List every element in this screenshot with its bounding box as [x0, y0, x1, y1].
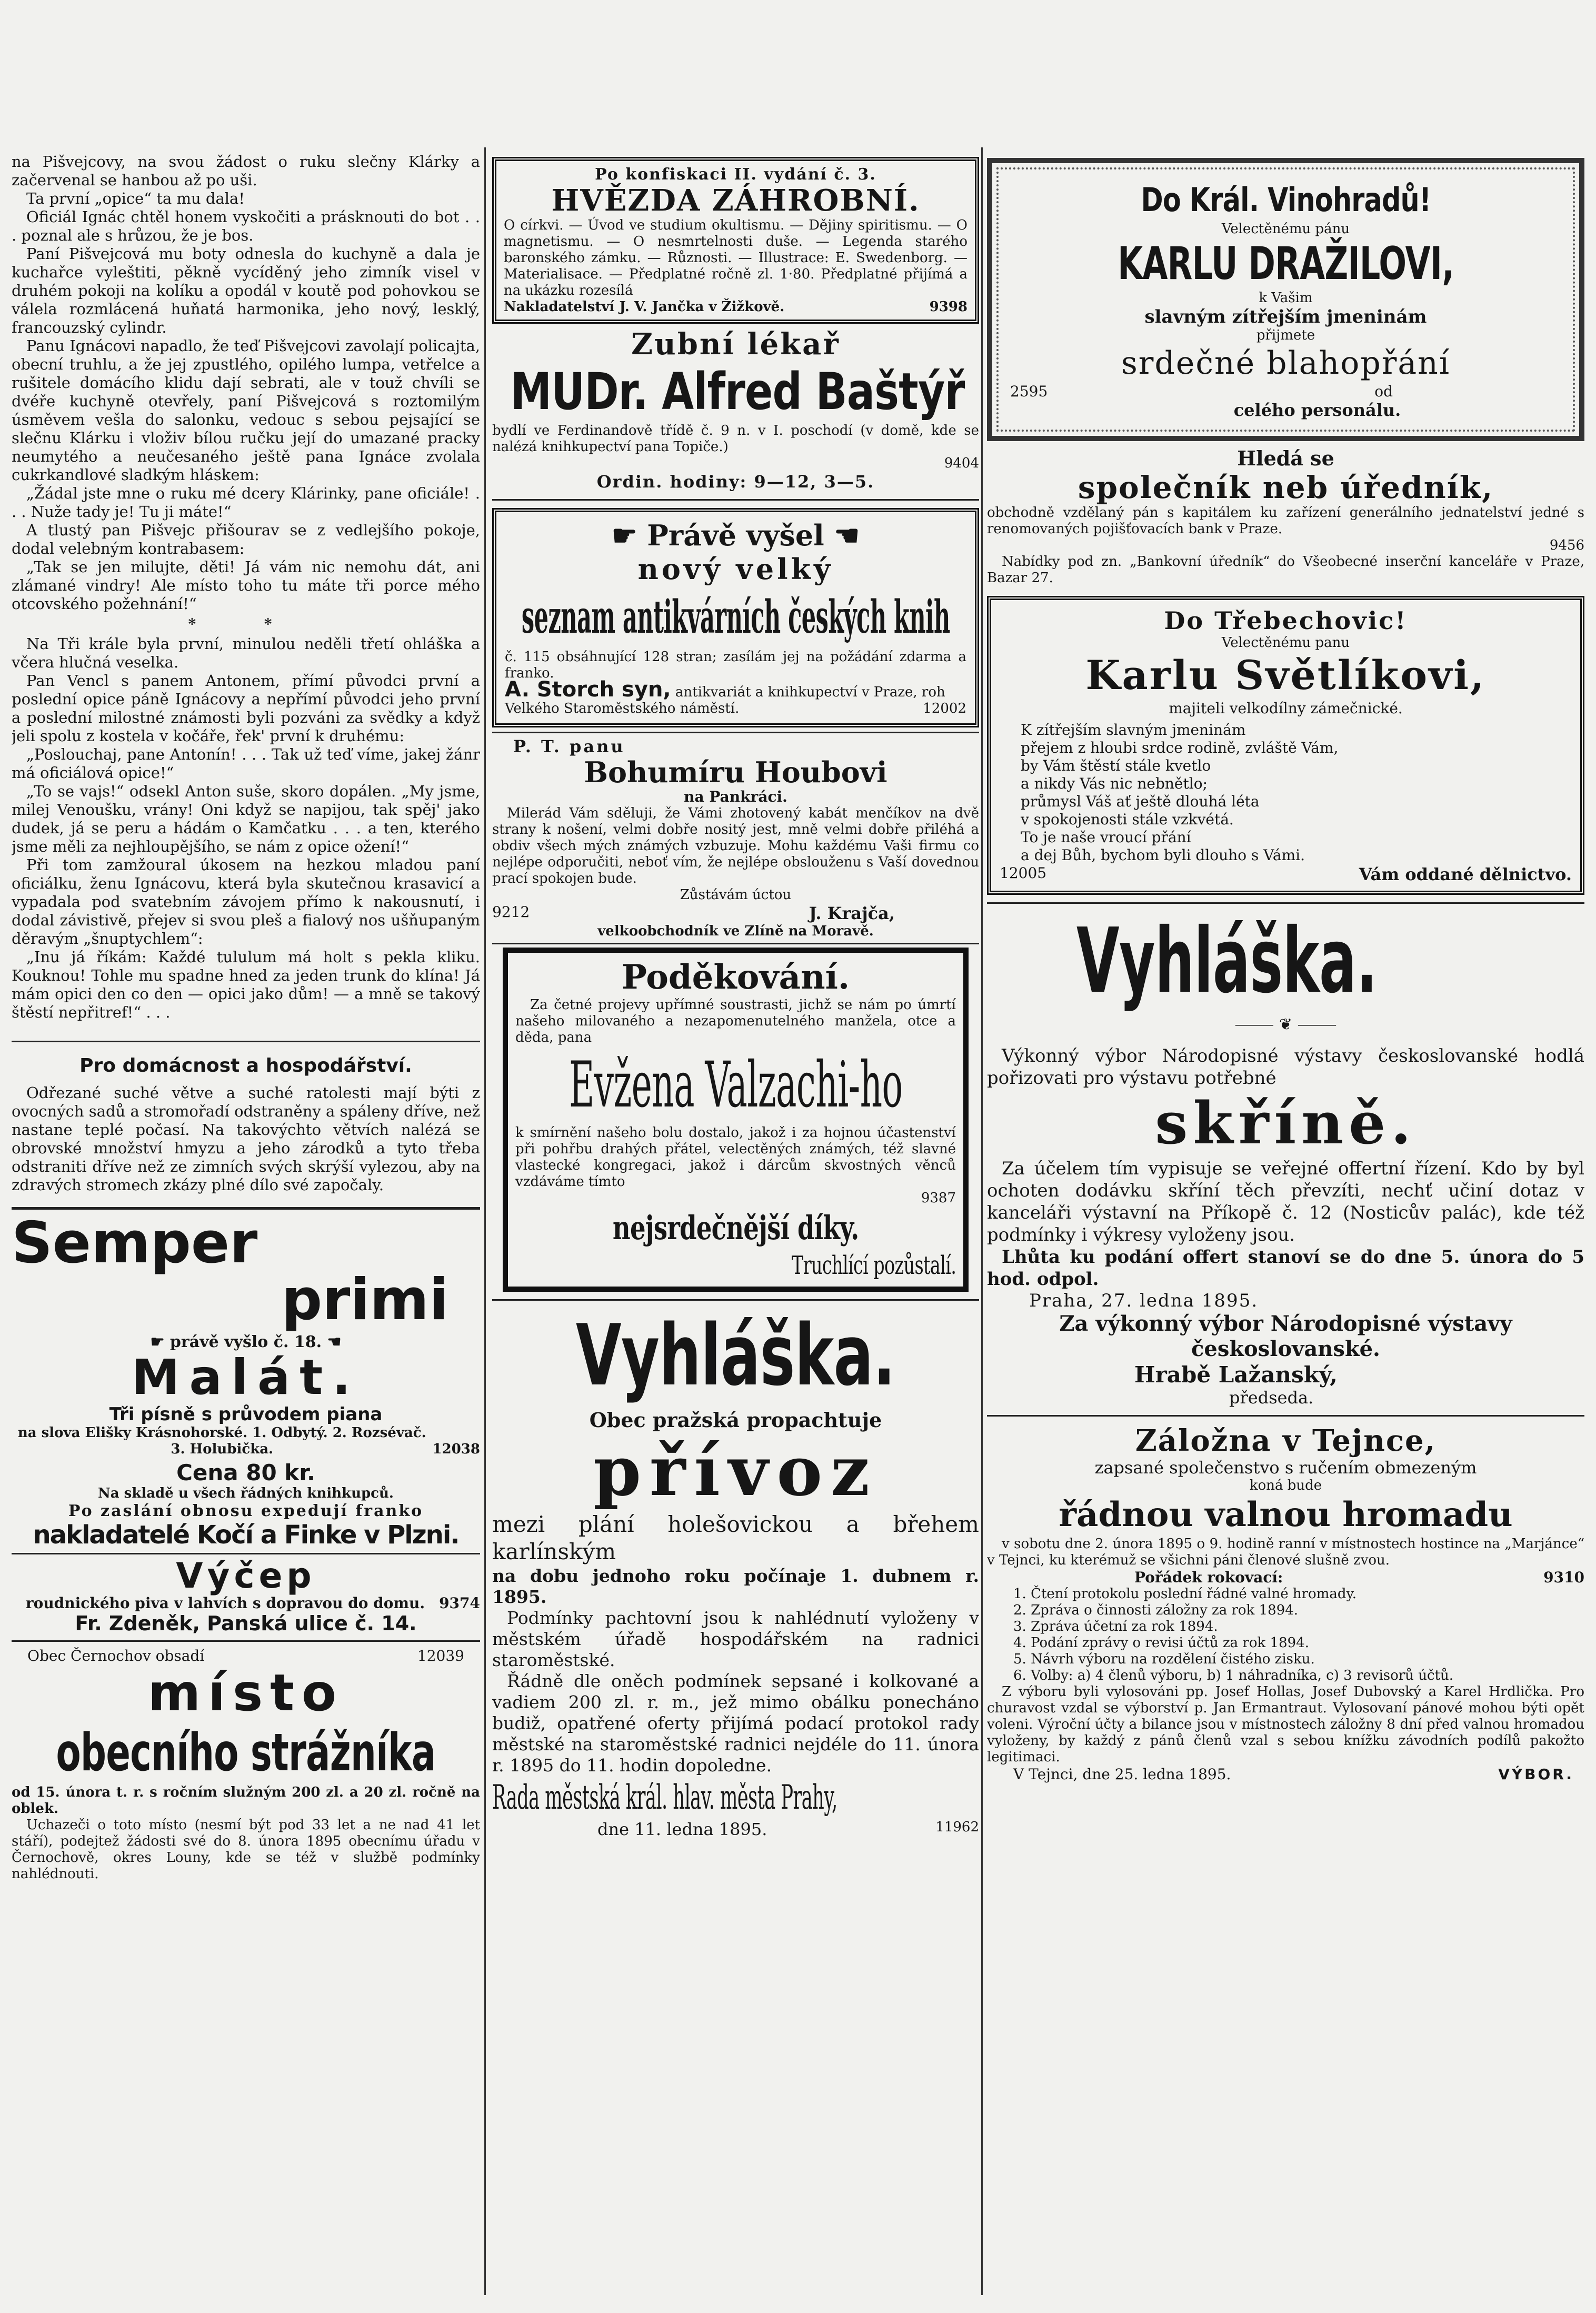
hvezda-publisher: Nakladatelství J. V. Jančka v Žižkově.: [504, 299, 785, 315]
storch-firm-row: [505, 677, 966, 717]
podekovani-sign: Truchlící pozůstalí.: [791, 1251, 956, 1280]
zubni-address: bydlí ve Ferdinandově třídě č. 9 n. v I. poschodí (v domě, kde se nalézá knihkupectví pana Topiče.): [492, 423, 979, 455]
zalozna-kona: koná bude: [1249, 1478, 1322, 1493]
drazil-k: k Vašim: [1259, 290, 1313, 306]
verse-line: To je naše vroucí přání: [1021, 829, 1191, 846]
zalozna-poradek: Pořádek rokovací:: [1134, 1569, 1283, 1586]
agenda-item: 5. Návrh výboru na rozdělení čistého zisku.: [1013, 1651, 1315, 1667]
vyhlaska-za: Za výkonný výbor Národopisné výstavy českoslovanské.: [1059, 1311, 1512, 1361]
podekovani-thanks: [515, 1207, 956, 1250]
semper-composer: Malát.: [131, 1349, 361, 1405]
agenda-item: 2. Zpráva o činnosti záložny za rok 1894.: [1013, 1602, 1299, 1618]
zalozna-vybor: VÝBOR.: [1498, 1766, 1574, 1783]
podekovani-text-2: k smírnění našeho bolu dostalo, jakož i za hojnou účastenství při pohřbu drahých přátel, velectěných známých, též slavné vlastecké kongregaci, jakož i dárcům skvostných věnců vzdáváme tímto: [515, 1125, 956, 1190]
vyhlaska-obec: [492, 1408, 979, 1432]
houba-pt: P. T. panu: [513, 736, 625, 756]
section-divider-stars: * *: [188, 615, 304, 633]
agenda-item: 6. Volby: a) 4 členů výboru, b) 1 náhradníka, c) 3 revisorů účtů.: [1013, 1668, 1453, 1683]
vyhlaska-skrine: skříně.: [1155, 1089, 1417, 1157]
ornament-divider: ⸻ ❦ ⸻: [1234, 1015, 1337, 1034]
column-right: [987, 153, 1584, 2290]
story-paragraph: „To se vajs!“ odsekl Anton suše, skoro dopálen. „My jsme, milej Venoušku, vrány! Oni když se napijou, tak spěj' jako dudek, já se peru a hádám o Kamčatku . . . a ten, kterého jsme měli za nejhloupějšího, se nám z opice ožení!“: [12, 782, 480, 855]
divider: [492, 943, 979, 944]
houba-signer-2: velkoobchodník ve Zlíně na Moravě.: [597, 923, 874, 939]
ad-number: 12039: [417, 1647, 464, 1664]
drazil-prijmete: přijmete: [1256, 327, 1315, 343]
zalozna-big: řádnou valnou hromadu: [1059, 1495, 1513, 1534]
story-paragraph: „Poslouchaj, pane Antonín! . . . Tak už teď víme, jakej žánr má oficiálová opice!“: [12, 745, 480, 782]
zalozna-sub: zapsané společenstvo s ručením obmezeným: [1094, 1458, 1477, 1478]
ad-vyhlaska-skrine: [987, 911, 1584, 1408]
pointing-hand-icon: ☚: [824, 519, 860, 552]
storch-text: č. 115 obsáhnující 128 stran; zasílám jej na požádání zdarma a franko.: [505, 649, 966, 681]
ad-podekovani: [503, 948, 969, 1292]
houba-where: na Pankráci.: [684, 788, 787, 805]
semper-lyrics-row: [12, 1425, 480, 1458]
houba-signer: J. Krajča,: [809, 903, 895, 923]
ad-number: 9387: [921, 1190, 956, 1206]
vyhlaska-rada-text: Rada městská král. hlav. města Prahy,: [492, 1778, 837, 1817]
divider: [492, 1299, 979, 1301]
vyhlaska-date: Praha, 27. ledna 1895.: [1029, 1290, 1259, 1311]
hvezda-title: HVĚZDA ZÁHROBNÍ.: [551, 183, 920, 218]
story-paragraph: „Žádal jste mne o ruku mé dcery Klárinky, pane oficiále! . . . Nuže tady je! Tu ji máte!“: [12, 484, 480, 521]
zubni-hours: Ordin. hodiny: 9—12, 3—5.: [596, 472, 875, 492]
vyhlaska-text-3: Lhůta ku podání offert stanoví se do dne 5. února do 5 hod. odpol.: [987, 1247, 1584, 1290]
hleda-title: společník neb úředník,: [1078, 470, 1494, 505]
ad-svetlik: [987, 596, 1584, 895]
zubni-num-row: [492, 455, 979, 472]
column-rule-1: [484, 147, 486, 2295]
zubni-name-text: MUDr. Alfred Baštýř: [510, 362, 965, 421]
ad-number: 9456: [1549, 537, 1584, 553]
hleda-num-row: [987, 537, 1584, 554]
ad-number: 2595: [1010, 383, 1048, 400]
column-middle: [492, 153, 979, 2290]
vyhlaska-obec-text: Obec pražská propachtuje: [589, 1408, 882, 1432]
hleda-text-2: Nabídky pod zn. „Bankovní úředník“ do Všeobecné inserční kanceláře v Praze, Bazar 27.: [987, 554, 1584, 586]
svetlik-job: majiteli velkodílny zámečnické.: [1169, 700, 1403, 717]
zalozna-date: V Tejnci, dne 25. ledna 1895.: [1013, 1766, 1231, 1783]
vyhlaska-title-text: Vyhláška.: [576, 1306, 895, 1404]
ad-vycep: [12, 1558, 480, 1635]
storch-firm-2: antikvariát a knihkupectví v Praze, roh Velkého Staroměstského náměstí.: [505, 684, 945, 716]
agenda-item: 3. Zpráva účetní za rok 1894.: [1013, 1619, 1218, 1634]
ad-number: 12038: [432, 1441, 480, 1457]
misto-top-row: [12, 1647, 480, 1664]
houba-name: Bohumíru Houbovi: [584, 755, 887, 789]
ad-number: 9398: [929, 299, 967, 315]
houba-signer-row: [492, 903, 979, 923]
drazil-od: od: [1374, 383, 1393, 400]
storch-firm: A. Storch syn,: [505, 677, 671, 702]
drazil-cel: celého personálu.: [1233, 400, 1401, 420]
vyhlaska-title-text: Vyhláška.: [1076, 909, 1377, 1013]
divider: [492, 732, 979, 733]
verse-line: průmysl Váš ať ještě dlouhá léta: [1021, 793, 1260, 810]
podekovani-name-text: Evžena Valzachi-ho: [568, 1049, 903, 1122]
ad-houba: [492, 736, 979, 940]
ad-number: 9374: [439, 1594, 480, 1612]
divider: [492, 499, 979, 501]
story-paragraph: Panu Ignácovi napadlo, že teď Pišvejcovi zavolají policajta, obecní truhlu, a že jej zpustlého, opilého lumpa, vetřelce a rušitele domácího klidu dají sebrati, ale v touž chvíli se dvéře kuchyně otevřely, paní Pišvejcová s roztomilým úsměvem vešla do salonku, vedouc s sebou pejsající se slečnu Klárku i vloživ bílou ručku její do umazané pracky neumytého a neučesaného ještě pana Ignáce zvolala cukrkandlové sladkým hláskem:: [12, 337, 480, 484]
semper-price: Cena 80 kr.: [176, 1460, 315, 1485]
column-left: [12, 153, 480, 2290]
hvezda-text: O církvi. — Úvod ve studium okultismu. — Dějiny spiritismu. — O magnetismu. — O nesmrtelnosti duše. — Legenda starého baronského zámku. — Různosti. — Illustrace: E. Swedenborg. — Materialisace. — Předplatné ročně zl. 1·80. Předplatné přijímá a na ukázku rozesílá: [504, 217, 967, 298]
misto-text: od 15. února t. r. s ročním služným 200 zl. a 20 zl. ročně na oblek.: [12, 1784, 480, 1817]
hvezda-top: Po konfiskaci II. vydání č. 3.: [595, 165, 876, 184]
svetlik-pan: Velectěnému panu: [1221, 635, 1350, 651]
ad-number: 11962: [935, 1819, 979, 1835]
drazil-to: [1010, 179, 1561, 221]
pointing-hand-icon: ☛: [150, 1333, 170, 1351]
zalozna-text: Z výboru byli vylosováni pp. Josef Hollas, Josef Dubovský a Karel Hrdlička. Pro churavost vzdal se výborství p. Jan Ermantraut. Vylosovaní pánové mohou býti opět voleni. Výroční účty a bilance jsou v místnostech záložny 8 dní před valnou hromadou vyloženy, by každý z pánů členů vzal s sebou knížku závodních podílů pakožto legitimaci.: [987, 1684, 1584, 1765]
vyhlaska-text-1: Výkonný výbor Národopisné výstavy českoslovanské hodlá pořizovati pro výstavu potřebné: [987, 1045, 1584, 1089]
drazil-od-row: [1010, 383, 1561, 400]
vyhlaska-text-2: Podmínky pachtovní jsou k nahlédnutí vyloženy v městském úřadě hospodářském na radnici staroměstské.: [492, 1608, 979, 1670]
divider: [12, 1207, 480, 1210]
storch-seznam-text: seznam antikvárních českých knih: [521, 591, 950, 644]
vyhlaska-text-1: na dobu jednoho roku počínaje 1. dubnem r. 1895.: [492, 1566, 979, 1607]
svetlik-sign: Vám oddané dělnictvo.: [1359, 864, 1572, 884]
vyhlaska-privoz: přívoz: [593, 1431, 878, 1511]
story-paragraph: Paní Pišvejcová mu boty odnesla do kuchyně a dala je kuchařce vyleštiti, pěkně vycíděný jeho zimník visel v druhém pokoji na kolíku a opodál v koutě pod pohovkou se válela rozmlácená huňatá harmonika, jeho nový, lesklý, francouzský cylindr.: [12, 245, 480, 336]
drazil-pan: Velectěnému pánu: [1221, 221, 1350, 237]
divider: [987, 1415, 1584, 1417]
divider: [12, 1553, 480, 1554]
zalozna-date-row: [987, 1766, 1584, 1783]
semper-vyslo-text: právě vyšlo č. 18.: [169, 1333, 322, 1351]
svetlik-sign-row: [1000, 864, 1572, 884]
semper-title: Semper: [12, 1210, 258, 1276]
storch-seznam: [505, 586, 966, 649]
svetlik-name: Karlu Světlíkovi,: [1085, 652, 1486, 699]
ad-drazil: [987, 158, 1584, 441]
ad-number: 12005: [1000, 864, 1047, 882]
semper-shipping: Po zaslání obnosu expedují franko: [68, 1502, 424, 1520]
drazil-to-text: Do Král. Vinohradů!: [1141, 181, 1431, 219]
vyhlaska-text-2: Za účelem tím vypisuje se veřejné offertní řízení. Kdo by byl ochoten dodávku skříní těch převzíti, nechť učiní dotaz v kanceláři výstavní na Příkopě č. 12 (Nosticův palác), kde též podmínky i výkresy vyloženy jsou.: [987, 1158, 1584, 1245]
misto-text-2: Uchazeči o toto místo (nesmí být pod 33 let a ne nad 41 let stáří), podejtež žádosti své do 8. února 1895 obecnímu úřadu v Černochově, okres Louny, kde se též v službě podmínky nahlédnouti.: [12, 1817, 480, 1882]
ad-zubni-lekar: [492, 328, 979, 492]
hvezda-pub-row: [504, 299, 967, 315]
story-paragraph: A tlustý pan Pišvejc přišourav se z vedlejšího pokoje, dodal velebným kontrabasem:: [12, 521, 480, 557]
column-rule-2: [981, 147, 983, 2295]
vycep-address: Fr. Zdeněk, Panská ulice č. 14.: [75, 1612, 417, 1635]
verse-line: by Vám štěstí stále kvetlo: [1021, 757, 1211, 774]
svetlik-verse: [1000, 721, 1572, 864]
ad-number: 12002: [923, 701, 966, 716]
pointing-hand-icon: ☚: [322, 1333, 342, 1351]
semper-vyslo: [12, 1333, 480, 1351]
semper-publisher: nakladatelé Kočí a Finke v Plzni.: [33, 1520, 459, 1550]
ad-misto: [12, 1647, 480, 1882]
verse-line: přejem z hloubi srdce rodině, zvláště Vám,: [1021, 739, 1339, 756]
semper-title-2: primi: [281, 1267, 448, 1333]
ad-zalozna: [987, 1424, 1584, 1783]
story-paragraph: Na Tři krále byla první, minulou neděli třetí ohláška a včera hlučná veselka.: [12, 635, 480, 671]
vyhlaska-title: [987, 911, 1584, 1011]
drazil-blaho: srdečné blahopřání: [1121, 345, 1451, 382]
drazil-slavnym: slavným zítřejším jmeninám: [1144, 306, 1427, 327]
vyhlaska-date-row: [492, 1819, 979, 1839]
hleda-top: Hledá se: [1237, 446, 1334, 470]
houba-sign: Zůstávám úctou: [680, 887, 792, 903]
podekovani-name: [515, 1046, 956, 1125]
vyhlaska-line: mezi plání holešovickou a břehem karlínským: [492, 1511, 979, 1564]
story: [12, 153, 480, 1022]
story-paragraph: Při tom zamžoural úkosem na hezkou mladou paní oficiálku, ženu Ignácovu, která byla skutečnou krasavicí a vypadala pod svatebním závojem přímo k nakousnutí, i dodal závistivě, přejev si svou pleš a fialový nos ušňupaným děravým „šnuptychlem“:: [12, 856, 480, 948]
hleda-text: obchodně vzdělaný pán s kapitálem ku zařízení generálního jednatelství jedné s renomovaných pojišťovacích bank v Praze.: [987, 505, 1584, 537]
story-paragraph: na Pišvejcovy, na svou žádost o ruku slečny Klárky a začervenal se hanbou až po uši.: [12, 153, 480, 189]
agenda-item: 4. Podání zprávy o revisi účtů za rok 1894.: [1013, 1635, 1309, 1651]
verse-line: a nikdy Vás nic nebnětlo;: [1021, 775, 1208, 792]
vyhlaska-date: dne 11. ledna 1895.: [597, 1819, 767, 1839]
zubni-title: Zubní lékař: [631, 327, 840, 362]
storch-novy: nový velký: [637, 552, 834, 586]
misto-top: Obec Černochov obsadí: [27, 1647, 205, 1664]
misto-title-text: obecního strážníka: [56, 1723, 436, 1783]
verse-line: K zítřejším slavným jmeninám: [1021, 721, 1246, 739]
drazil-name: [1010, 237, 1561, 290]
podekovani-text: Za četné projevy upřímné soustrasti, jichž se nám po úmrtí našeho milovaného a nezapomenutelného manžela, otce a děda, pana: [515, 997, 956, 1045]
verse-line: v spokojenosti stále vzkvétá.: [1021, 811, 1234, 828]
svetlik-to: Do Třebechovic!: [1164, 606, 1408, 635]
zubni-name: [492, 361, 979, 423]
podekovani-sign-row: [515, 1250, 956, 1281]
home-section-title: Pro domácnost a hospodářství.: [79, 1055, 412, 1076]
ad-hvezda-zahrobni: [492, 157, 979, 324]
zalozna-when: v sobotu dne 2. února 1895 o 9. hodině ranní v místnostech hostince na „Marjánce“ v Tejnci, ku kterémuž se všichni páni členové slušně zvou.: [987, 1536, 1584, 1568]
vyhlaska-rada: [492, 1776, 979, 1819]
ad-number: 9310: [1543, 1569, 1584, 1586]
divider: [987, 902, 1584, 904]
podekovani-thanks-text: nejsrdečnější díky.: [612, 1209, 859, 1247]
semper-stock: Na skladě u všech řádných knihkupců.: [98, 1485, 394, 1501]
ad-semper-primi: [12, 1210, 480, 1550]
story-paragraph: „Tak se jen milujte, děti! Já vám nic nemohu dát, ani zlámané vindry! Ale místo toho tu máte tři porce mého otcovského požehnání!“: [12, 558, 480, 613]
agenda-item: 1. Čtení protokolu poslední řádné valné hromady.: [1013, 1586, 1356, 1602]
podekovani-num-row: [515, 1190, 956, 1207]
verse-line: a dej Bůh, bychom byli dlouho s Vámi.: [1021, 846, 1305, 864]
houba-text: Milerád Vám sděluji, že Vámi zhotovený kabát menčíkov na dvě strany k nošení, velmi dobře nositý jest, mně velmi dobře přiléhá a obdiv všech mých známých vzbuzuje. Mohu každému Vaši firmu co nejlépe odporučiti, neboť vím, že nejlépe obslouženu s Vaší dovednou prací spokojen bude.: [492, 805, 979, 886]
home-section-text: Odřezané suché větve a suché ratolesti mají býti z ovocných sadů a stromořadí odstraněny a spáleny dříve, než nastane teplé počasí. Na takovýchto větvích nalézá se obrovské množství hmyzu a jeho zárodků a tyto třeba odstraniti dříve než ze zimních svých skrýší vylezou, aby na zdravých stromech zkázy plné dílo své započaly.: [12, 1084, 480, 1194]
podekovani-title: Poděkování.: [621, 958, 850, 997]
storch-vysel-text: Právě vyšel: [647, 519, 824, 552]
story-paragraph: Ta první „opice“ ta mu dala!: [26, 190, 245, 207]
vycep-line-row: [12, 1594, 480, 1612]
story-paragraph: Oficiál Ignác chtěl honem vyskočiti a prásknouti do bot . . . poznal ale s hrůzou, že je bos.: [12, 208, 480, 244]
ad-hleda-se: [987, 446, 1584, 586]
ad-vyhlaska-privoz: [492, 1308, 979, 1839]
ad-number: 9404: [944, 455, 979, 471]
ad-number: 9212: [492, 903, 530, 921]
vycep-line: roudnického piva v lahvích s dopravou do domu.: [25, 1594, 425, 1612]
divider: [12, 1041, 480, 1042]
vyhlaska-hrabe: Hrabě Lažanský,: [1134, 1362, 1338, 1388]
vycep-title: Výčep: [176, 1556, 316, 1596]
divider: [12, 1640, 480, 1642]
drazil-name-text: KARLU DRAŽILOVI,: [1118, 237, 1454, 290]
misto-title: [12, 1721, 480, 1784]
storch-vysel: [505, 519, 966, 552]
misto-big: místo: [148, 1663, 344, 1722]
vyhlaska-title: [492, 1308, 979, 1403]
pointing-hand-icon: ☛: [611, 519, 647, 552]
story-paragraph: Pan Vencl s panem Antonem, přímí původci první a poslední opice páně Ignácovy a nepřímí původci jeho první a poslední milostné známosti byli pozváni za svědky a když jeli spolu z kostela v kočáře, řek' první k druhému:: [12, 672, 480, 745]
ad-storch: [492, 508, 979, 727]
zalozna-title: Záložna v Tejnce,: [1135, 1423, 1437, 1458]
vyhlaska-predseda: předseda.: [1229, 1388, 1314, 1408]
zalozna-items: [987, 1586, 1584, 1684]
semper-lyrics: na slova Elišky Krásnohorské. 1. Odbytý. 2. Rozsévač. 3. Holubička.: [17, 1425, 426, 1457]
zalozna-poradek-row: [987, 1569, 1584, 1586]
story-paragraph: „Inu já říkám: Každé tululum má holt s pekla kliku. Kouknou! Tohle mu spadne hned za jeden trunk do klína! Já mám opici den co den — opici jako dům! — a mně se takový štěstí nepřitref!“ . . .: [12, 948, 480, 1021]
semper-songs: Tři písně s průvodem piana: [109, 1404, 383, 1425]
vyhlaska-text-3: Řádně dle oněch podmínek sepsané i kolkované a vadiem 200 zl. r. m., jež mimo obálku ponecháno budiž, opatřené oferty přijímá podací protokol rady městské na staroměstské radnici nejdéle do 11. února r. 1895 do 11. hodin dopoledne.: [492, 1671, 979, 1776]
